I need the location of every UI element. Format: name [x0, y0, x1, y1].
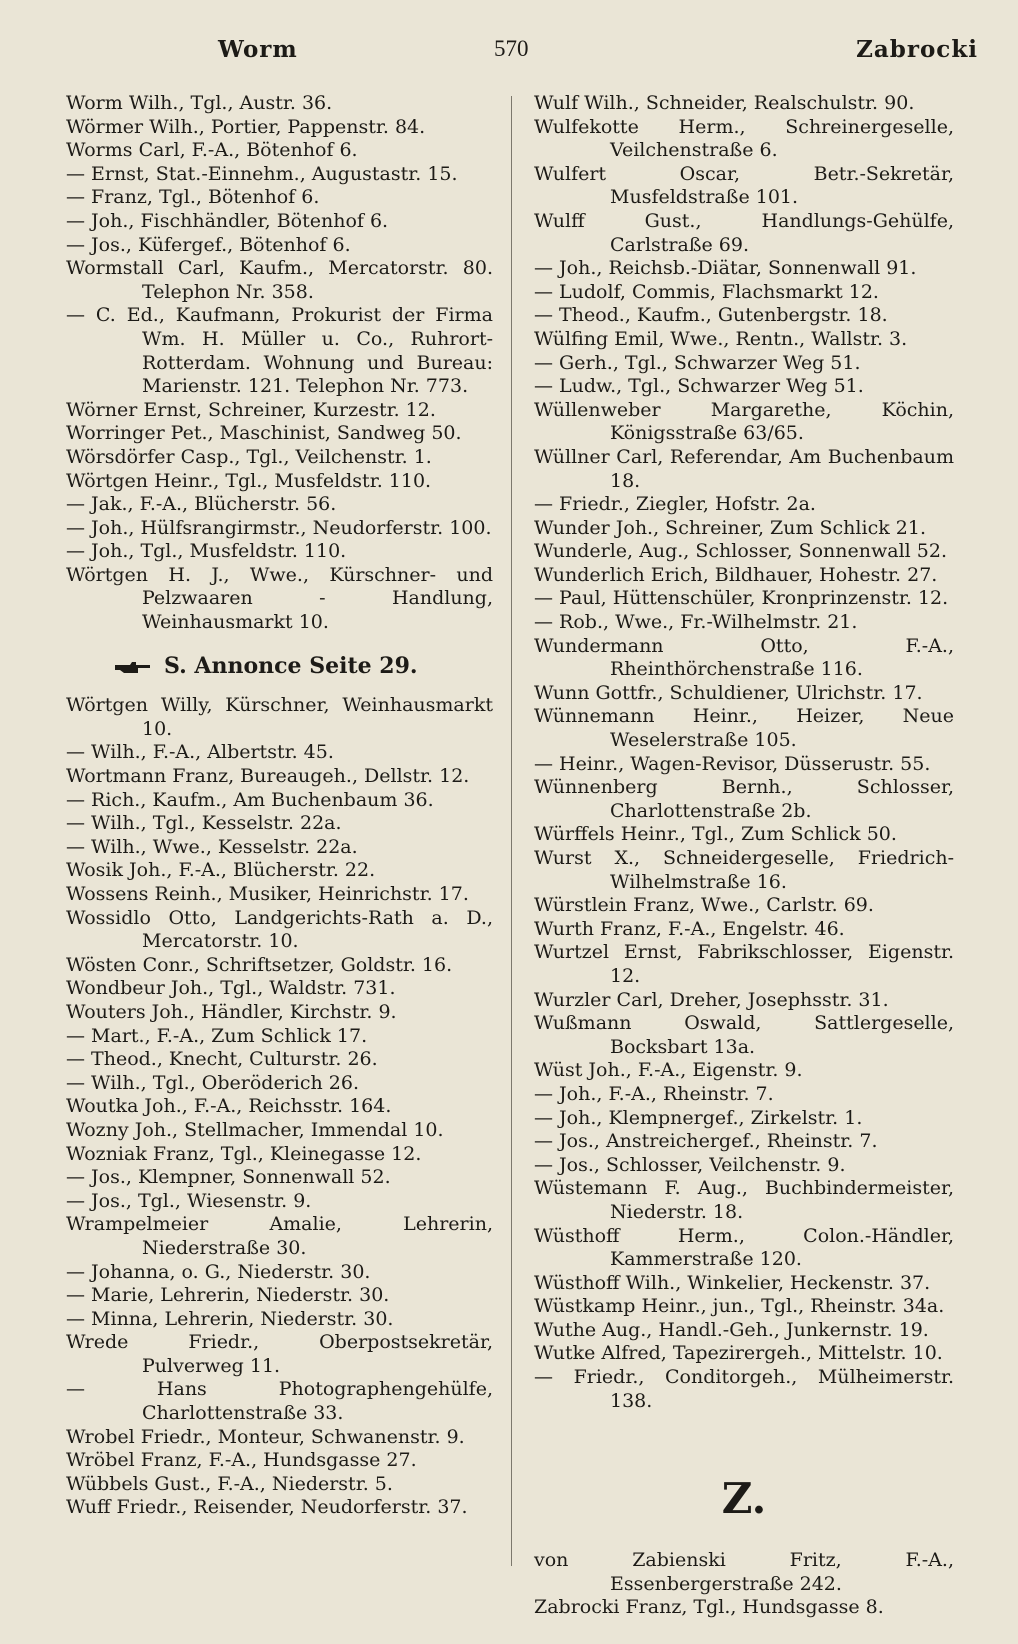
directory-entry: Wunderlich Erich, Bildhauer, Hohestr. 27. — [534, 563, 938, 586]
directory-entry: Wurst X., Schneidergeselle, Friedrich-Wilhelmstraße 16. — [534, 847, 954, 893]
directory-entry: — Franz, Tgl., Bötenhof 6. — [66, 186, 320, 209]
directory-entry: Würffels Heinr., Tgl., Zum Schlick 50. — [534, 823, 897, 846]
directory-entry: Wurtzel Ernst, Fabrikschlosser, Eigenstr. 12. — [534, 941, 954, 987]
directory-entry: Wulf Wilh., Schneider, Realschulstr. 90. — [534, 92, 915, 114]
directory-entry: — Joh., Klempnergef., Zirkelstr. 1. — [534, 1106, 863, 1129]
directory-entry: Wosik Joh., F.-A., Blücherstr. 22. — [66, 859, 376, 882]
directory-entry: Wulfekotte Herm., Schreinergeselle, Veilchenstraße 6. — [534, 115, 954, 162]
directory-entry: Wüllner Carl, Referendar, Am Buchenbaum 18. — [534, 445, 954, 492]
directory-entry: Woutka Joh., F.-A., Reichsstr. 164. — [66, 1095, 392, 1118]
header-first-name: Worm — [218, 36, 298, 63]
directory-entry: Wüst Joh., F.-A., Eigenstr. 9. — [534, 1059, 803, 1082]
directory-entry: Zabrocki Franz, Tgl., Hundsgasse 8. — [534, 1596, 884, 1619]
directory-entry: — Wilh., F.-A., Albertstr. 45. — [66, 741, 334, 764]
directory-entry: Wörtgen H. J., Wwe., Kürschner- und Pelzwaaren - Handlung, Weinhausmarkt 10. — [66, 563, 493, 634]
section-letter: Z. — [721, 1474, 767, 1524]
directory-entry: — Jos., Anstreichergef., Rheinstr. 7. — [534, 1130, 878, 1153]
directory-entry: Würstlein Franz, Wwe., Carlstr. 69. — [534, 894, 874, 917]
directory-entry: Wrampelmeier Amalie, Lehrerin, Niederstraße 30. — [66, 1213, 493, 1259]
directory-entry: Wörmer Wilh., Portier, Pappenstr. 84. — [66, 115, 426, 138]
directory-entry: Wörsdörfer Casp., Tgl., Veilchenstr. 1. — [66, 445, 432, 468]
directory-entry: Wormstall Carl, Kaufm., Mercatorstr. 80. Telephon Nr. 358. — [66, 257, 493, 303]
directory-entry: — Joh., Tgl., Musfeldstr. 110. — [66, 540, 347, 563]
directory-entry: Wülfing Emil, Wwe., Rentn., Wallstr. 3. — [534, 327, 908, 350]
directory-entry: Wunn Gottfr., Schuldiener, Ulrichstr. 17. — [534, 681, 923, 704]
directory-entry: Wörtgen Heinr., Tgl., Musfeldstr. 110. — [66, 469, 432, 492]
directory-entry: Wulff Gust., Handlungs-Gehülfe, Carlstraße 69. — [534, 209, 954, 256]
directory-entry: Wulfert Oscar, Betr.-Sekretär, Musfeldstraße 101. — [534, 162, 954, 209]
directory-entry: — Wilh., Tgl., Kesselstr. 22a. — [66, 812, 342, 835]
directory-entry: Wörtgen Willy, Kürschner, Weinhausmarkt 10. — [66, 694, 493, 740]
directory-entry: — Gerh., Tgl., Schwarzer Weg 51. — [534, 351, 861, 374]
directory-entry: Wundermann Otto, F.-A., Rheinthörchenstraße 116. — [534, 634, 954, 681]
directory-entry: — C. Ed., Kaufmann, Prokurist der Firma Wm. H. Müller u. Co., Ruhrort-Rotterdam. Wohnung und Bureau: Marienstr. 121. Telephon Nr. 773. — [66, 304, 493, 398]
right-column — [534, 92, 954, 1620]
directory-entry: — Rob., Wwe., Fr.-Wilhelmstr. 21. — [534, 611, 858, 634]
directory-entry: Wünnemann Heinr., Heizer, Neue Weselerstraße 105. — [534, 705, 954, 752]
directory-entry: Wröbel Franz, F.-A., Hundsgasse 27. — [66, 1449, 417, 1472]
directory-entry: Wurzler Carl, Dreher, Josephsstr. 31. — [534, 988, 889, 1011]
directory-entry: Wübbels Gust., F.-A., Niederstr. 5. — [66, 1472, 393, 1495]
directory-entry: Wuthe Aug., Handl.-Geh., Junkernstr. 19. — [534, 1318, 929, 1341]
directory-entry: Wozniak Franz, Tgl., Kleinegasse 12. — [66, 1142, 422, 1165]
directory-entry: — Paul, Hüttenschüler, Kronprinzenstr. 12. — [534, 587, 949, 610]
left-column — [66, 92, 493, 1520]
directory-entry: Wüsthoff Herm., Colon.-Händler, Kammerstraße 120. — [534, 1224, 954, 1271]
page-number: 570 — [494, 36, 529, 61]
directory-entry: Worm Wilh., Tgl., Austr. 36. — [66, 92, 333, 114]
directory-entry: Wozny Joh., Stellmacher, Immendal 10. — [66, 1118, 444, 1141]
directory-entry: — Marie, Lehrerin, Niederstr. 30. — [66, 1284, 390, 1307]
directory-entry: Wösten Conr., Schriftsetzer, Goldstr. 16. — [66, 953, 453, 976]
page-header — [64, 36, 978, 76]
directory-entry: — Rich., Kaufm., Am Buchenbaum 36. — [66, 788, 434, 811]
directory-entry: Wutke Alfred, Tapezirergeh., Mittelstr. 10. — [534, 1342, 943, 1365]
directory-entry: — Minna, Lehrerin, Niederstr. 30. — [66, 1307, 394, 1330]
annonce-notice — [66, 652, 493, 679]
directory-entry: — Theod., Knecht, Culturstr. 26. — [66, 1048, 378, 1071]
directory-entry: — Johanna, o. G., Niederstr. 30. — [66, 1260, 371, 1283]
directory-entry: Wondbeur Joh., Tgl., Waldstr. 731. — [66, 977, 396, 1000]
column-divider — [511, 96, 512, 1566]
directory-entry: Wörner Ernst, Schreiner, Kurzestr. 12. — [66, 398, 436, 421]
directory-entry: Wußmann Oswald, Sattlergeselle, Bocksbart 13a. — [534, 1012, 954, 1058]
directory-entry: — Jos., Klempner, Sonnenwall 52. — [66, 1166, 391, 1189]
directory-entry: Wossidlo Otto, Landgerichts-Rath a. D., Mercatorstr. 10. — [66, 906, 493, 953]
directory-entry: — Friedr., Ziegler, Hofstr. 2a. — [534, 493, 816, 516]
right-entries — [534, 92, 954, 1413]
directory-entry: Wüsthoff Wilh., Winkelier, Heckenstr. 37. — [534, 1271, 931, 1294]
directory-entry: — Joh., F.-A., Rheinstr. 7. — [534, 1082, 774, 1105]
directory-entry: Worms Carl, F.-A., Bötenhof 6. — [66, 139, 358, 162]
directory-entry: Wüllenweber Margarethe, Köchin, Königsstraße 63/65. — [534, 398, 954, 445]
directory-entry: — Theod., Kaufm., Gutenbergstr. 18. — [534, 304, 888, 327]
directory-entry: — Hans Photographengehülfe, Charlottenstraße 33. — [66, 1378, 493, 1425]
directory-entry: — Jak., F.-A., Blücherstr. 56. — [66, 493, 337, 516]
directory-entry: Worringer Pet., Maschinist, Sandweg 50. — [66, 422, 462, 445]
directory-entry: Wurth Franz, F.-A., Engelstr. 46. — [534, 917, 845, 940]
directory-entry: Wuff Friedr., Reisender, Neudorferstr. 37. — [66, 1496, 468, 1519]
directory-entry: Wortmann Franz, Bureaugeh., Dellstr. 12. — [66, 765, 470, 788]
directory-entry: — Jos., Küfergef., Bötenhof 6. — [66, 233, 351, 256]
directory-entry: Wüstemann F. Aug., Buchbindermeister, Niederstr. 18. — [534, 1177, 954, 1223]
directory-entry: — Wilh., Wwe., Kesselstr. 22a. — [66, 835, 358, 858]
directory-entry: Wrobel Friedr., Monteur, Schwanenstr. 9. — [66, 1425, 465, 1448]
directory-entry: Wunder Joh., Schreiner, Zum Schlick 21. — [534, 516, 926, 539]
directory-entry: Wunderle, Aug., Schlosser, Sonnenwall 52. — [534, 540, 947, 563]
directory-entry: — Mart., F.-A., Zum Schlick 17. — [66, 1024, 368, 1047]
directory-entry: — Friedr., Conditorgeh., Mülheimerstr. 138. — [534, 1366, 954, 1412]
directory-entry: von Zabienski Fritz, F.-A., Essenbergerstraße 242. — [534, 1549, 954, 1595]
directory-entry: — Heinr., Wagen-Revisor, Düsserustr. 55. — [534, 752, 931, 775]
directory-entry: Wouters Joh., Händler, Kirchstr. 9. — [66, 1000, 397, 1023]
directory-entry: — Ernst, Stat.-Einnehm., Augustastr. 15. — [66, 162, 458, 185]
annonce-text: S. Annonce Seite 29. — [164, 652, 418, 679]
directory-entry: — Wilh., Tgl., Oberöderich 26. — [66, 1071, 359, 1094]
directory-entry: — Ludw., Tgl., Schwarzer Weg 51. — [534, 375, 864, 398]
directory-entry: Wossens Reinh., Musiker, Heinrichstr. 17. — [66, 883, 469, 905]
pointing-hand-icon — [114, 658, 152, 674]
left-entries-after — [66, 694, 493, 1520]
directory-entry: — Jos., Schlosser, Veilchenstr. 9. — [534, 1153, 846, 1176]
directory-entry: — Joh., Fischhändler, Bötenhof 6. — [66, 209, 389, 232]
section-entries — [534, 1549, 954, 1620]
header-last-name: Zabrocki — [856, 36, 978, 63]
directory-entry: — Joh., Reichsb.-Diätar, Sonnenwall 91. — [534, 257, 917, 280]
directory-entry: Wüstkamp Heinr., jun., Tgl., Rheinstr. 34a. — [534, 1295, 945, 1318]
directory-entry: Wünnenberg Bernh., Schlosser, Charlottenstraße 2b. — [534, 776, 954, 822]
directory-entry: — Ludolf, Commis, Flachsmarkt 12. — [534, 280, 879, 303]
directory-entry: — Joh., Hülfsrangirmstr., Neudorferstr. 100. — [66, 516, 492, 539]
directory-entry: Wrede Friedr., Oberpostsekretär, Pulverweg 11. — [66, 1331, 493, 1377]
directory-entry: — Jos., Tgl., Wiesenstr. 9. — [66, 1189, 312, 1212]
left-entries-before — [66, 92, 493, 635]
